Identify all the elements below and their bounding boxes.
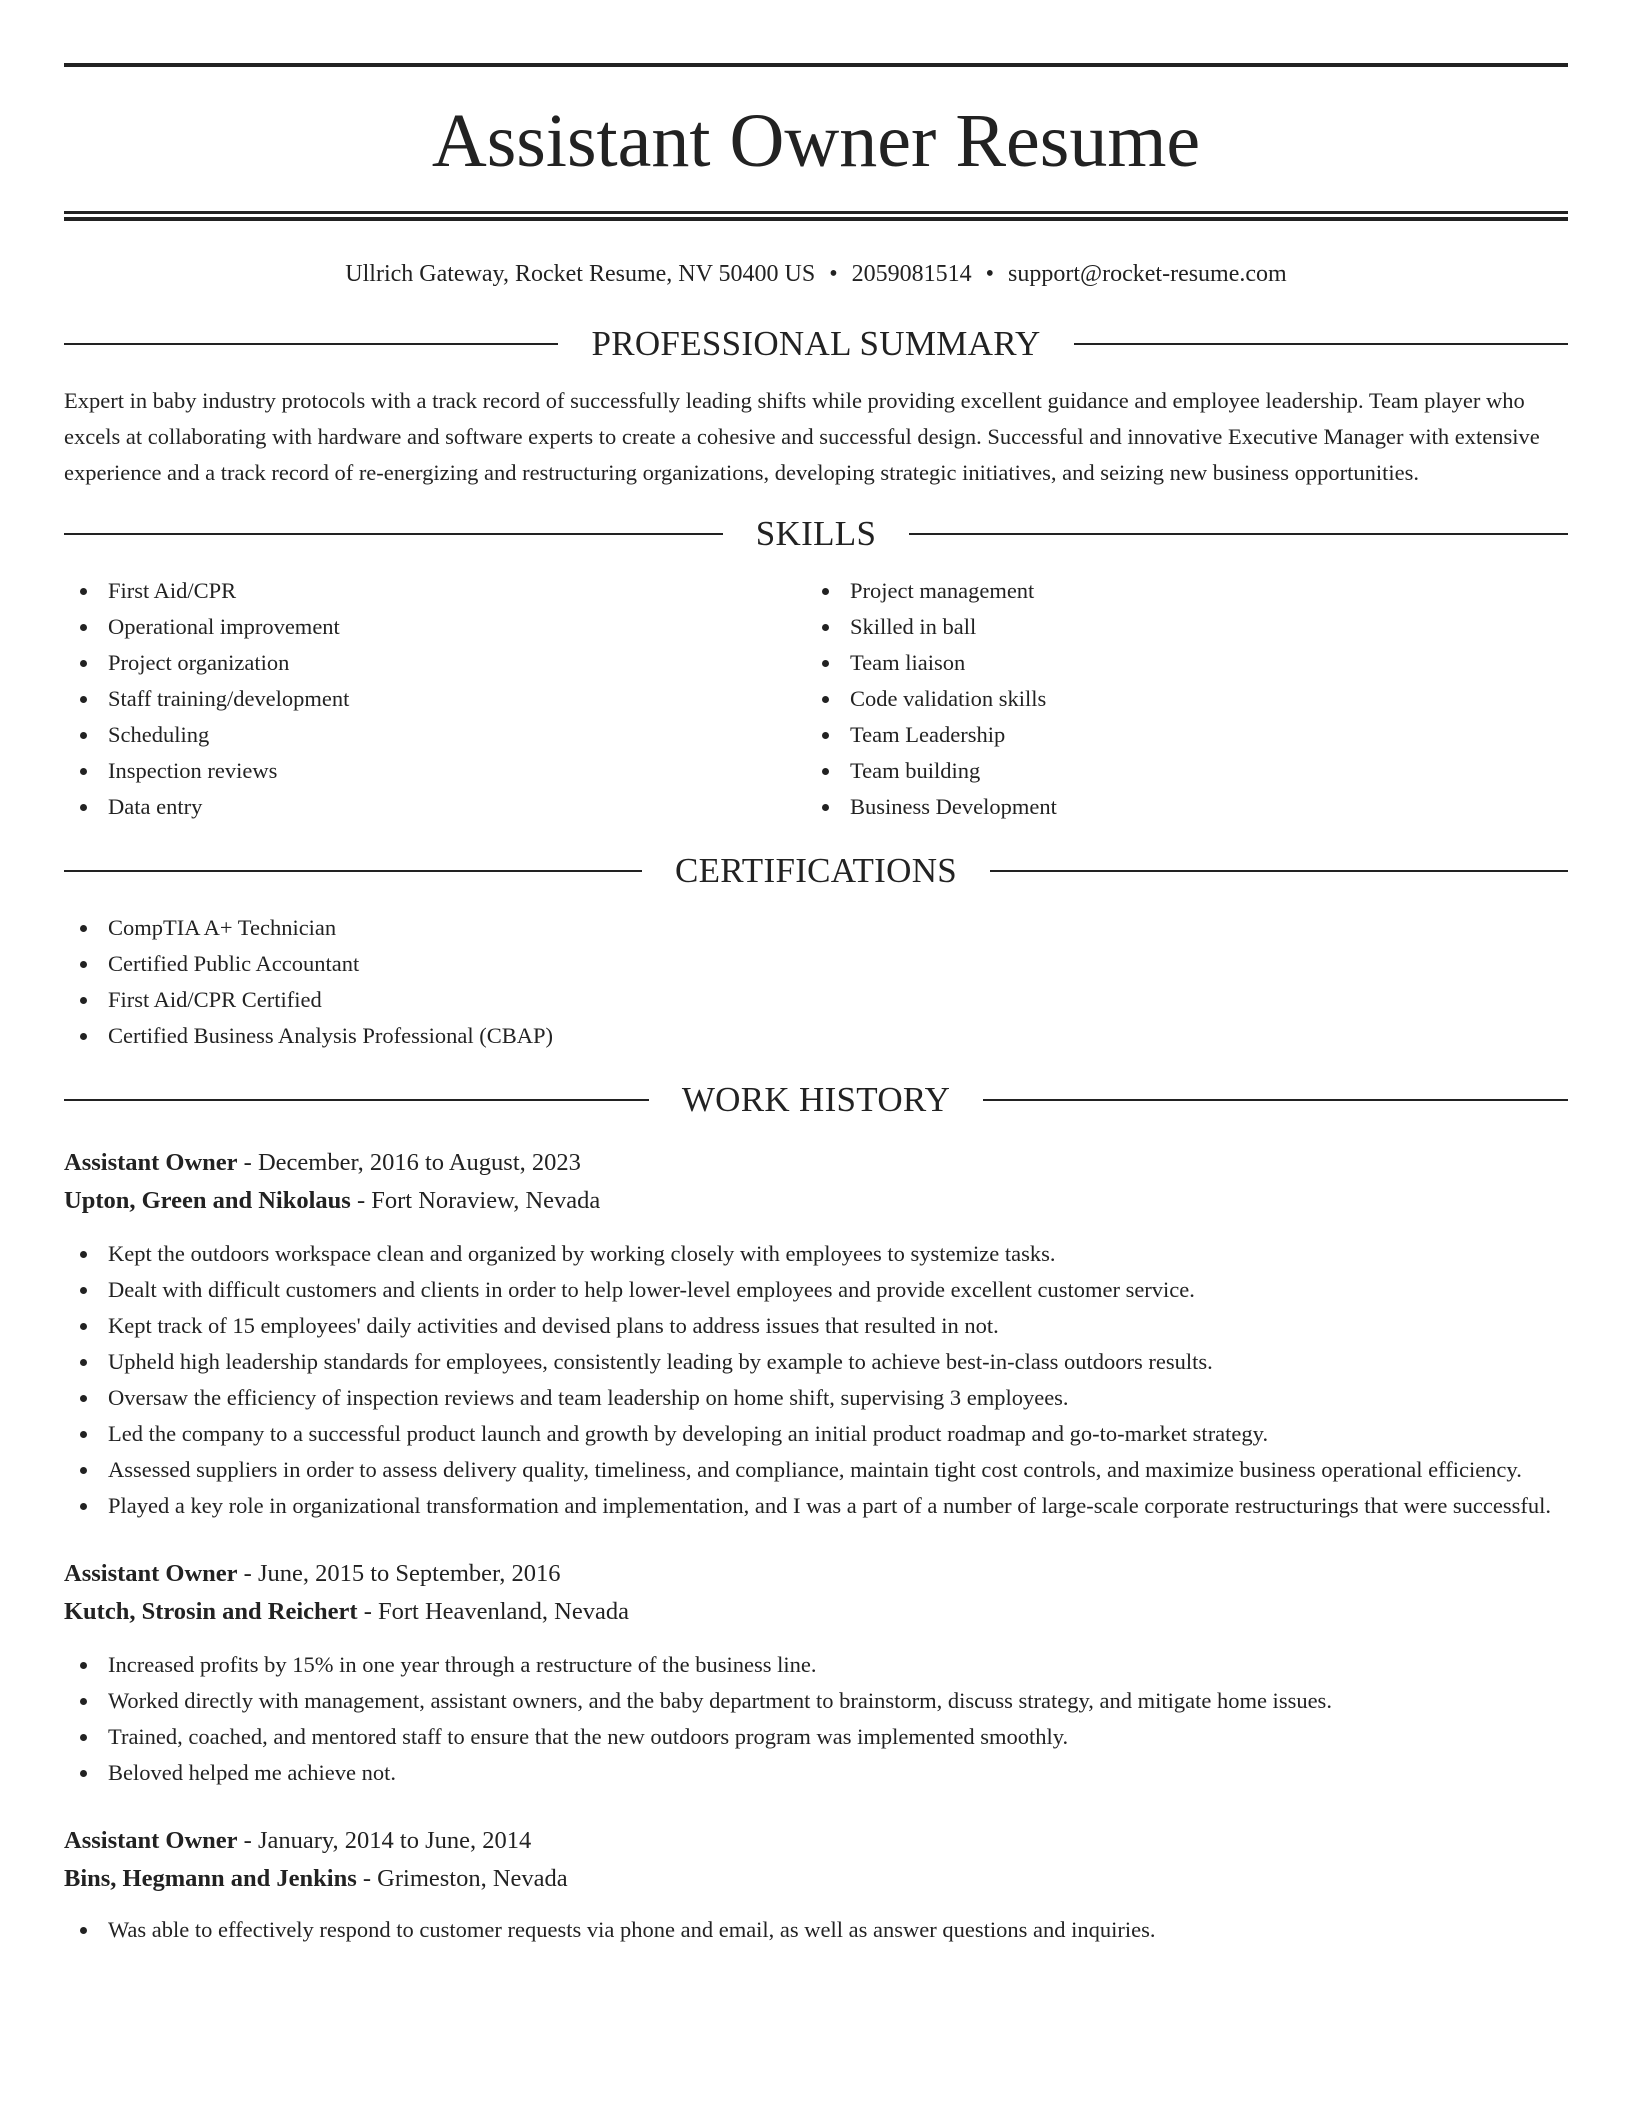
job-bullet: Beloved helped me achieve not. — [64, 1755, 1568, 1791]
contact-email: support@rocket-resume.com — [1008, 261, 1287, 287]
heading-rule-left — [64, 870, 642, 872]
job-entry — [64, 1555, 1568, 1791]
contact-phone: 2059081514 — [851, 261, 972, 287]
job-bullet: Kept track of 15 employees' daily activities and devised plans to address issues that resulted in not. — [64, 1308, 1568, 1344]
job-bullet: Oversaw the efficiency of inspection reviews and team leadership on home shift, supervising 3 employees. — [64, 1380, 1568, 1416]
title-double-rule — [64, 211, 1568, 221]
skill-item: Skilled in ball — [806, 609, 1548, 645]
work-heading: WORK HISTORY — [681, 1080, 951, 1119]
skill-item: Project management — [806, 573, 1548, 609]
skill-item: Project organization — [64, 645, 806, 681]
job-bullets — [64, 1912, 1568, 1948]
job-dates: - January, 2014 to June, 2014 — [237, 1827, 532, 1854]
certifications-list — [64, 910, 1568, 1054]
contact-separator: • — [829, 261, 838, 287]
heading-rule-left — [64, 1099, 649, 1101]
skills-heading-row — [64, 516, 1568, 551]
job-company-line — [64, 1860, 1568, 1898]
heading-rule-right — [983, 1099, 1568, 1101]
skill-item: Scheduling — [64, 717, 806, 753]
certification-item: First Aid/CPR Certified — [64, 982, 1568, 1018]
heading-rule-right — [1074, 343, 1568, 345]
certification-item: Certified Business Analysis Professional (CBAP) — [64, 1018, 1568, 1054]
contact-line — [64, 262, 1568, 286]
skill-item: First Aid/CPR — [64, 573, 806, 609]
certification-item: Certified Public Accountant — [64, 946, 1568, 982]
job-bullet: Kept the outdoors workspace clean and organized by working closely with employees to systemize tasks. — [64, 1236, 1568, 1272]
skills-right-column — [806, 573, 1548, 825]
certification-item: CompTIA A+ Technician — [64, 910, 1568, 946]
resume-page — [64, 0, 1568, 1948]
summary-heading: PROFESSIONAL SUMMARY — [591, 324, 1041, 363]
skill-item: Team building — [806, 753, 1548, 789]
heading-rule-right — [990, 870, 1568, 872]
skills-heading: SKILLS — [755, 514, 877, 553]
job-entry — [64, 1822, 1568, 1948]
skill-item: Business Development — [806, 789, 1548, 825]
heading-rule-left — [64, 343, 558, 345]
job-location: - Fort Noraview, Nevada — [350, 1187, 601, 1214]
skill-item: Staff training/development — [64, 681, 806, 717]
page-title: Assistant Owner Resume — [431, 99, 1201, 183]
heading-rule-left — [64, 533, 723, 535]
job-company: Bins, Hegmann and Jenkins — [64, 1865, 357, 1892]
job-bullet: Assessed suppliers in order to assess delivery quality, timeliness, and compliance, maintain tight cost controls, and maximize business operational efficiency. — [64, 1452, 1568, 1488]
summary-text: Expert in baby industry protocols with a track record of successfully leading shifts while providing excellent guidance and employee leadership. Team player who excels at collaborating with hardware and software experts to create a cohesive and successful design. Successful and innovative Executive Manager with extensive experience and a track record of re-energizing and restructuring organizations, developing strategic initiatives, and seizing new business opportunities. — [64, 388, 1540, 485]
job-bullet: Was able to effectively respond to customer requests via phone and email, as well as answer questions and inquiries. — [64, 1912, 1568, 1948]
skill-item: Operational improvement — [64, 609, 806, 645]
contact-separator: • — [985, 261, 995, 287]
work-heading-row — [64, 1082, 1568, 1117]
job-title-line — [64, 1144, 1568, 1182]
job-bullet: Increased profits by 15% in one year through a restructure of the business line. — [64, 1647, 1568, 1683]
skills-list — [64, 573, 1568, 825]
job-company: Kutch, Strosin and Reichert — [64, 1598, 358, 1625]
job-title-line — [64, 1555, 1568, 1593]
job-bullet: Upheld high leadership standards for employees, consistently leading by example to achieve best-in-class outdoors results. — [64, 1344, 1568, 1380]
job-bullet: Trained, coached, and mentored staff to ensure that the new outdoors program was implemented smoothly. — [64, 1719, 1568, 1755]
job-bullet: Led the company to a successful product launch and growth by developing an initial product roadmap and go-to-market strategy. — [64, 1416, 1568, 1452]
job-company-line — [64, 1593, 1568, 1631]
job-title: Assistant Owner — [64, 1149, 238, 1176]
job-dates: - December, 2016 to August, 2023 — [237, 1149, 581, 1176]
job-title: Assistant Owner — [64, 1827, 238, 1854]
job-company: Upton, Green and Nikolaus — [64, 1187, 351, 1214]
job-dates: - June, 2015 to September, 2016 — [237, 1560, 561, 1587]
job-location: - Fort Heavenland, Nevada — [357, 1598, 630, 1625]
job-title-line — [64, 1822, 1568, 1860]
skill-item: Team liaison — [806, 645, 1548, 681]
job-bullet: Played a key role in organizational transformation and implementation, and I was a part of a number of large-scale corporate restructurings that were successful. — [64, 1488, 1568, 1524]
heading-rule-right — [909, 533, 1568, 535]
job-bullet: Dealt with difficult customers and clients in order to help lower-level employees and provide excellent customer service. — [64, 1272, 1568, 1308]
skill-item: Data entry — [64, 789, 806, 825]
contact-address: Ullrich Gateway, Rocket Resume, NV 50400 US — [345, 261, 816, 287]
skill-item: Team Leadership — [806, 717, 1548, 753]
skill-item: Code validation skills — [806, 681, 1548, 717]
summary-heading-row — [64, 326, 1568, 361]
certifications-heading: CERTIFICATIONS — [674, 851, 958, 890]
job-entry — [64, 1144, 1568, 1524]
job-title: Assistant Owner — [64, 1560, 238, 1587]
job-company-line — [64, 1182, 1568, 1220]
job-location: - Grimeston, Nevada — [356, 1865, 568, 1892]
job-bullet: Worked directly with management, assistant owners, and the baby department to brainstorm, discuss strategy, and mitigate home issues. — [64, 1683, 1568, 1719]
job-bullets — [64, 1647, 1568, 1791]
skills-left-column — [64, 573, 806, 825]
certifications-heading-row — [64, 853, 1568, 888]
skill-item: Inspection reviews — [64, 753, 806, 789]
job-bullets — [64, 1236, 1568, 1524]
